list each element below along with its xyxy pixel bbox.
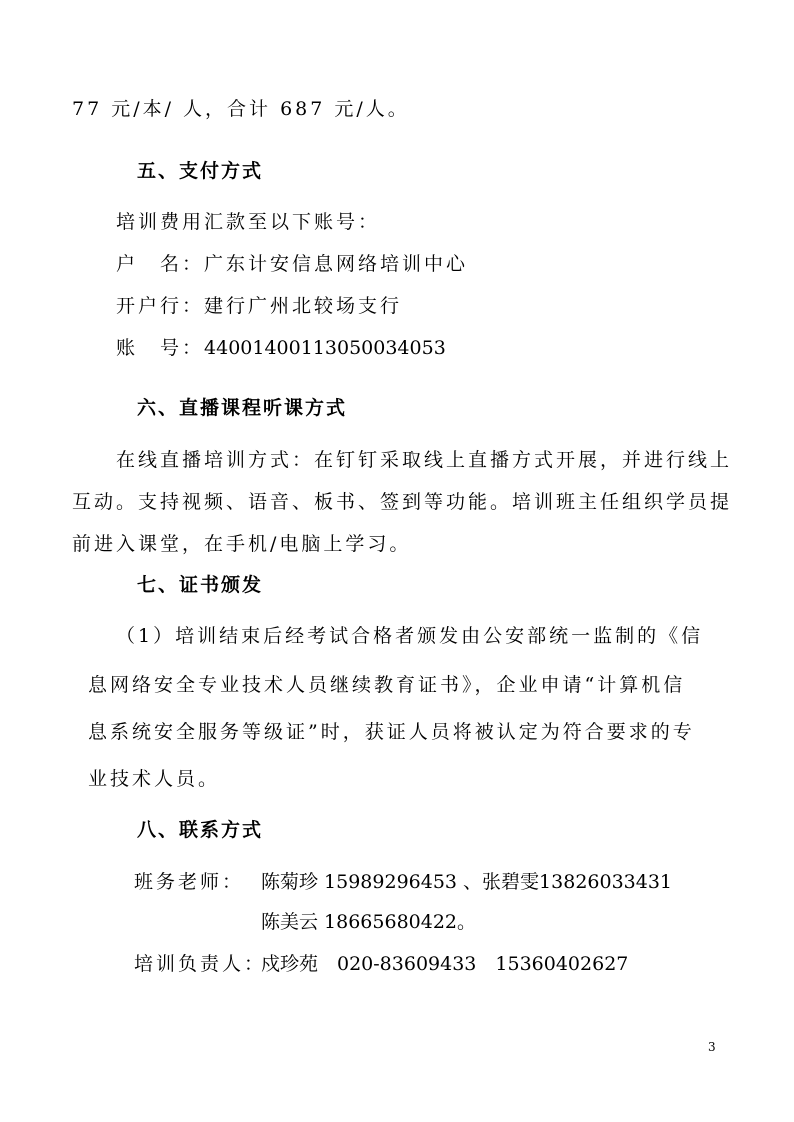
account-name: 户 名：广东计安信息网络培训中心 [116,253,469,275]
payment-intro: 培训费用汇款至以下账号： [116,211,381,233]
lead-contact: 戍珍苑 020-83609433 15360402627 [261,953,629,975]
section-6-heading: 六、直播课程听课方式 [137,397,348,419]
fee-tail-line: 77 元/本/ 人，合计 687 元/人。 [72,98,410,120]
teacher-label: 班务老师： [134,871,245,893]
account-bank: 开户行：建行广州北较场支行 [116,295,403,317]
account-number-row [116,336,446,360]
page-number: 3 [708,1040,716,1054]
account-number-label: 账 号： [116,337,205,359]
section-7-para-line-1: （1）培训结束后经考试合格者颁发由公安部统一监制的《信 [116,625,704,647]
section-5-heading: 五、支付方式 [137,160,264,182]
section-8-heading: 八、联系方式 [137,819,264,841]
section-6-para-line-2: 互动。支持视频、语音、板书、签到等功能。培训班主任组织学员提 [72,491,733,513]
section-7-para-line-3: 息系统安全服务等级证”时，获证人员将被认定为符合要求的专 [88,721,695,743]
section-7-heading: 七、证书颁发 [137,574,264,596]
account-number: 44001400113050034053 [204,337,446,359]
lead-label: 培训负责人： [134,953,267,975]
section-7-para-line-4: 业技术人员。 [88,768,221,790]
teacher-contacts-line-2: 陈美云 18665680422。 [261,911,477,933]
section-6-para-line-1: 在线直播培训方式：在钉钉采取线上直播方式开展，并进行线上 [116,449,733,471]
section-7-para-line-2: 息网络安全专业技术人员继续教育证书》，企业申请“计算机信 [88,674,686,696]
section-6-para-line-3: 前进入课堂，在手机/电脑上学习。 [72,533,412,555]
teacher-contacts-line-1: 陈菊珍 15989296453 、张碧雯13826033431 [261,871,673,893]
